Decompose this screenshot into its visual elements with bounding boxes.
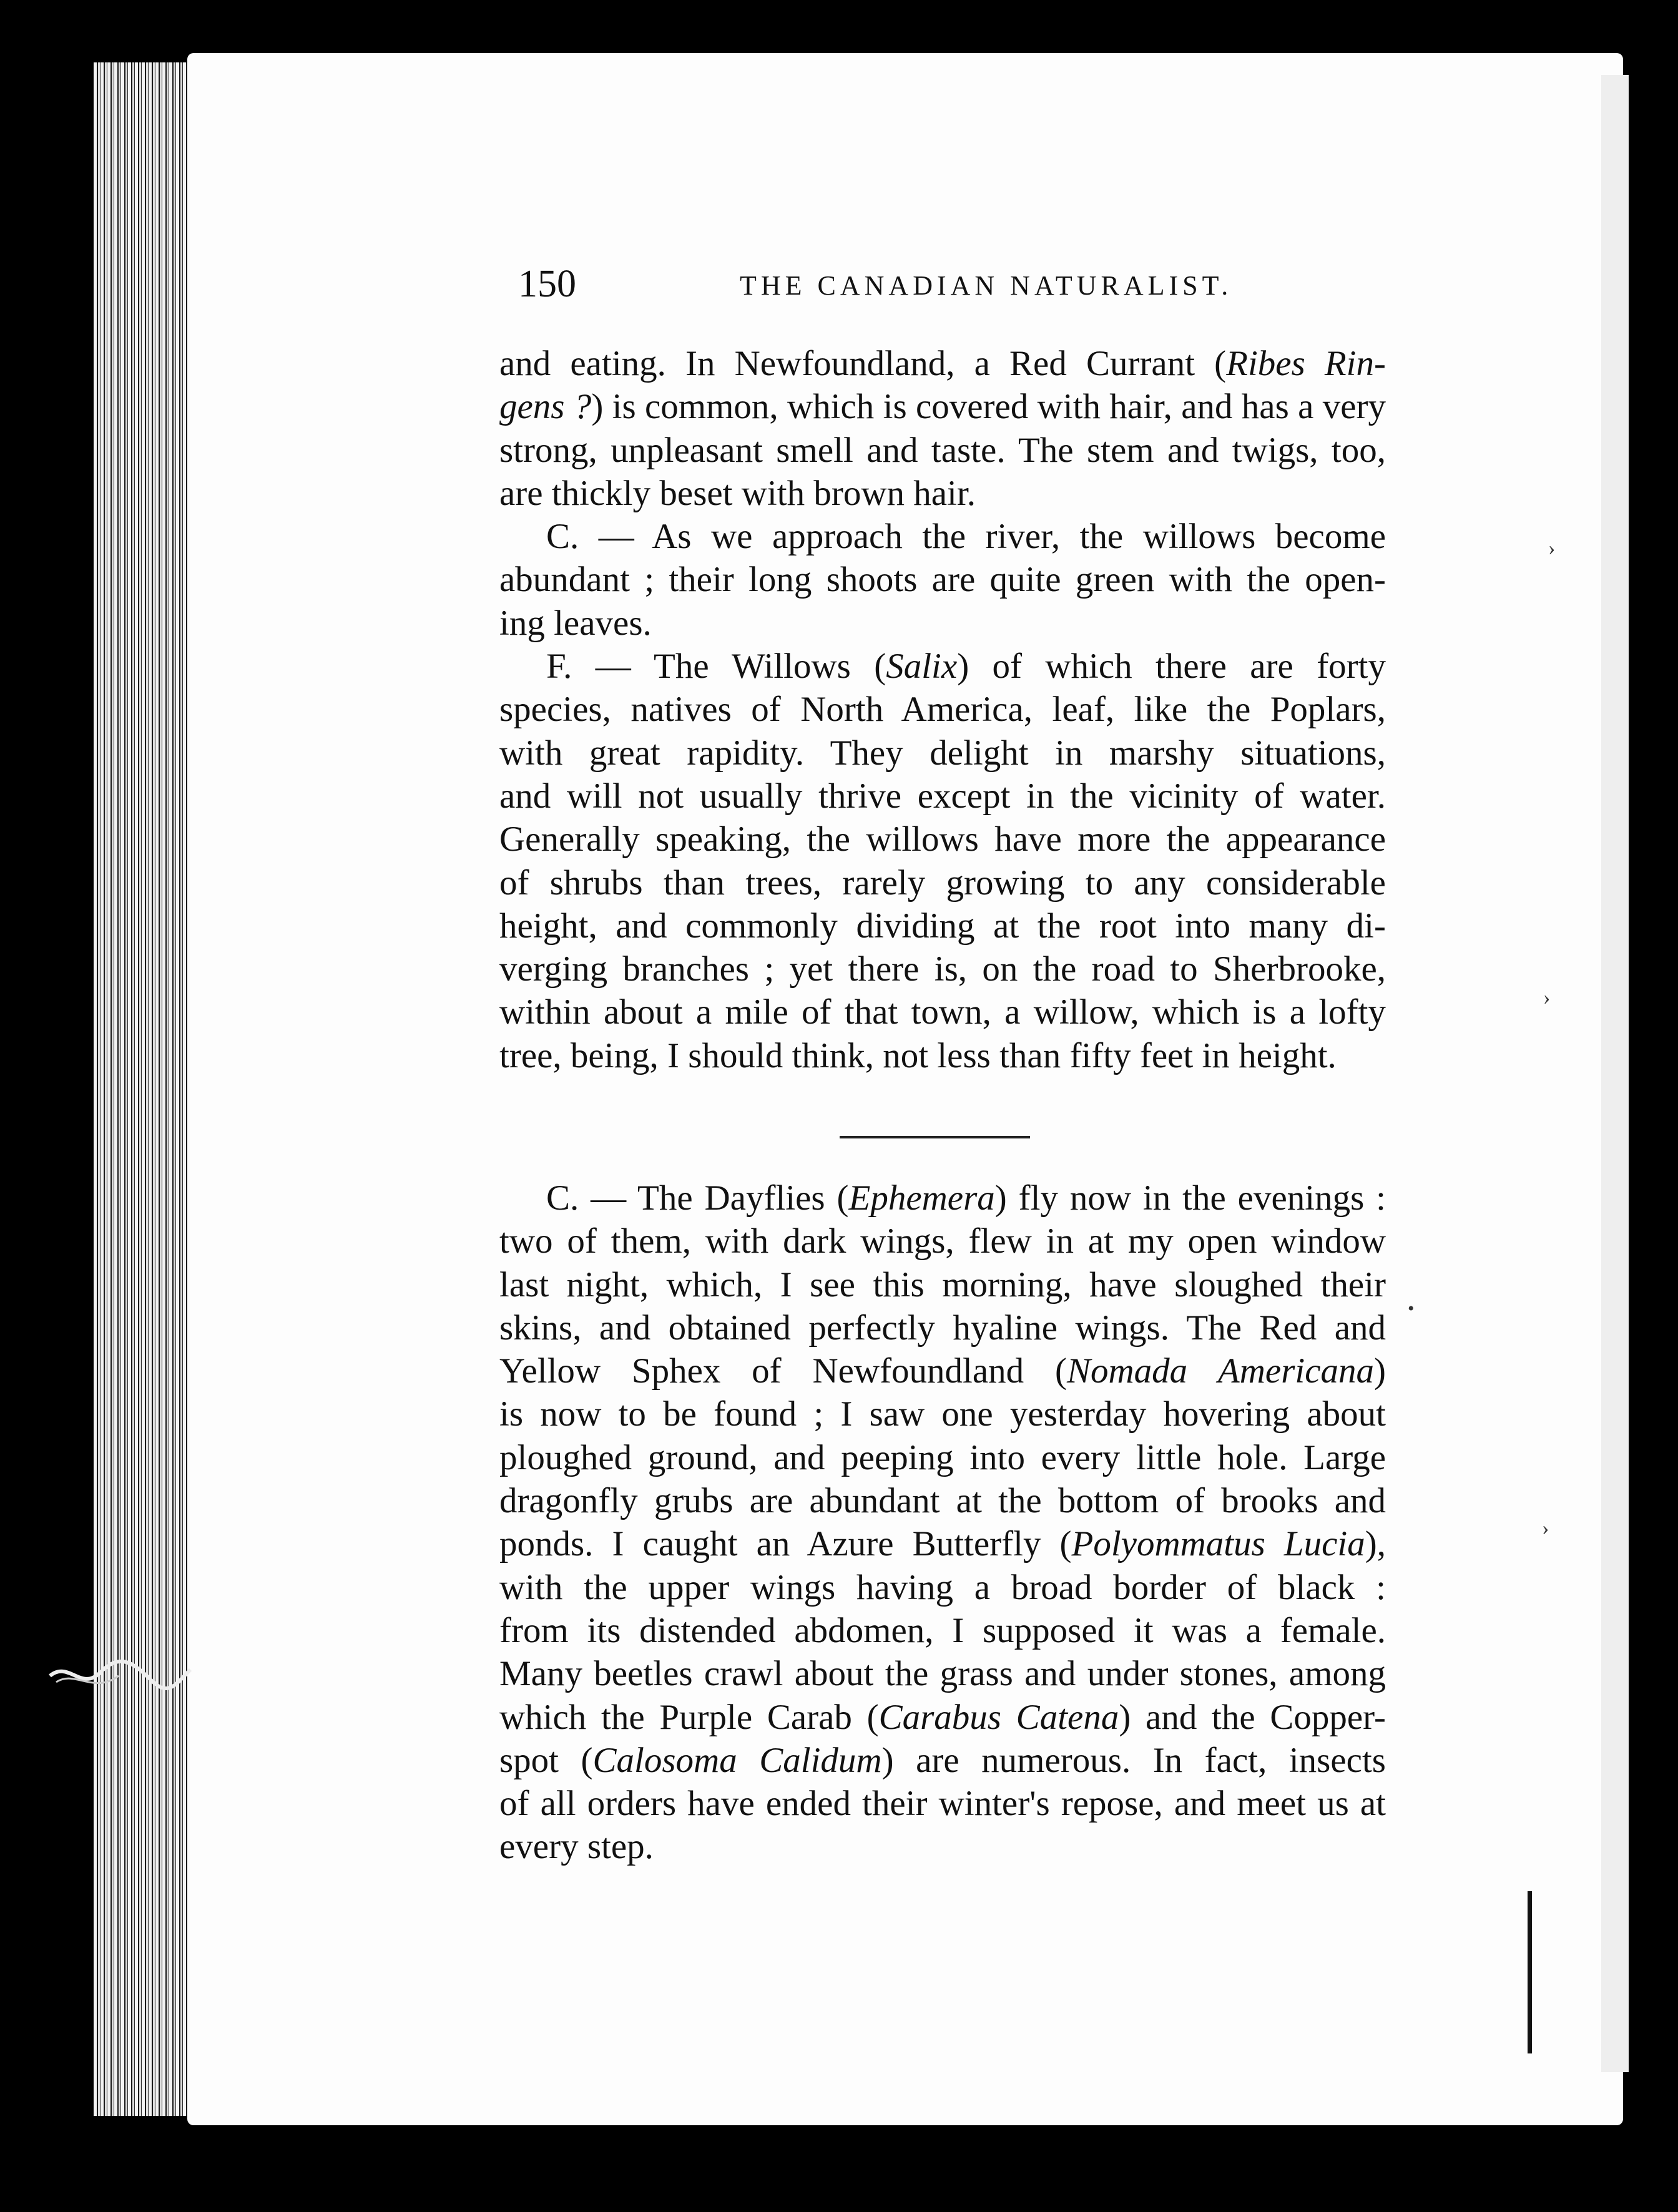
margin-mark: › xyxy=(1542,1517,1549,1540)
text-line: with the upper wings having a broad border of black : xyxy=(499,1567,1386,1607)
paragraph-salix xyxy=(499,645,1386,1077)
section-divider-rule xyxy=(840,1136,1030,1138)
text-line: ploughed ground, and peeping into every little hole. Large xyxy=(499,1437,1386,1477)
text-line: of all orders have ended their winter's repose, and meet us at xyxy=(499,1784,1386,1824)
margin-mark: › xyxy=(1548,537,1556,560)
text-line: C. — As we approach the river, the willows become xyxy=(546,517,1386,557)
paragraph-currant xyxy=(499,342,1386,515)
text-line: Many beetles crawl about the grass and under stones, among xyxy=(499,1654,1386,1694)
page-number: 150 xyxy=(518,263,576,305)
text-line: verging branches ; yet there is, on the road to Sherbrooke, xyxy=(499,949,1386,989)
text-line: strong, unpleasant smell and taste. The stem and twigs, too, xyxy=(499,430,1386,470)
text-line: which the Purple Carab (Carabus Catena) and the Copper- xyxy=(499,1697,1386,1737)
text-line: skins, and obtained perfectly hyaline wings. The Red and xyxy=(499,1308,1386,1348)
text-line: are thickly beset with brown hair. xyxy=(499,473,976,513)
text-line: within about a mile of that town, a willow, which is a lofty xyxy=(499,992,1386,1032)
lower-text-section xyxy=(499,1177,1386,1869)
text-line: and eating. In Newfoundland, a Red Currant (Ribes Rin- xyxy=(499,344,1386,383)
text-line: F. — The Willows (Salix) of which there are forty xyxy=(546,647,1386,687)
margin-mark: • xyxy=(1408,1298,1415,1319)
upper-text-section xyxy=(499,342,1386,1077)
text-line: dragonfly grubs are abundant at the bottom of brooks and xyxy=(499,1481,1386,1521)
text-line: of shrubs than trees, rarely growing to any considerable xyxy=(499,863,1386,903)
page-header xyxy=(518,262,1267,312)
text-line: species, natives of North America, leaf, like the Poplars, xyxy=(499,690,1386,730)
paragraph-dayflies xyxy=(499,1177,1386,1869)
text-line: with great rapidity. They delight in marshy situations, xyxy=(499,733,1386,773)
text-line: is now to be found ; I saw one yesterday hovering about xyxy=(499,1394,1386,1434)
text-line: Yellow Sphex of Newfoundland (Nomada Americana) xyxy=(499,1351,1386,1391)
text-line: every step. xyxy=(499,1827,654,1867)
running-title: THE CANADIAN NATURALIST. xyxy=(740,270,1233,301)
text-line: and will not usually thrive except in the vicinity of water. xyxy=(499,776,1386,816)
text-line: last night, which, I see this morning, have sloughed their xyxy=(499,1265,1386,1304)
paragraph-willows-approach xyxy=(499,515,1386,645)
text-line: height, and commonly dividing at the root into many di- xyxy=(499,906,1386,946)
text-line: two of them, with dark wings, flew in at my open window xyxy=(499,1221,1386,1261)
text-line: C. — The Dayflies (Ephemera) fly now in the evenings : xyxy=(546,1178,1386,1218)
facing-page-strip xyxy=(1601,75,1629,2072)
text-line: abundant ; their long shoots are quite green with the open- xyxy=(499,560,1386,600)
text-line: Generally speaking, the willows have more the appearance xyxy=(499,820,1386,859)
text-line: ponds. I caught an Azure Butterfly (Polyommatus Lucia), xyxy=(499,1524,1386,1564)
text-line: ing leaves. xyxy=(499,603,652,643)
text-line: from its distended abdomen, I supposed it was a female. xyxy=(499,1610,1386,1650)
margin-mark: › xyxy=(1543,986,1551,1009)
pen-scribble-mark xyxy=(44,1648,194,1704)
text-line: gens ?) is common, which is covered with hair, and has a very xyxy=(499,387,1386,427)
text-line: tree, being, I should think, not less than fifty feet in height. xyxy=(499,1035,1337,1075)
margin-rule xyxy=(1528,1891,1532,2053)
text-line: spot (Calosoma Calidum) are numerous. In fact, insects xyxy=(499,1740,1386,1780)
